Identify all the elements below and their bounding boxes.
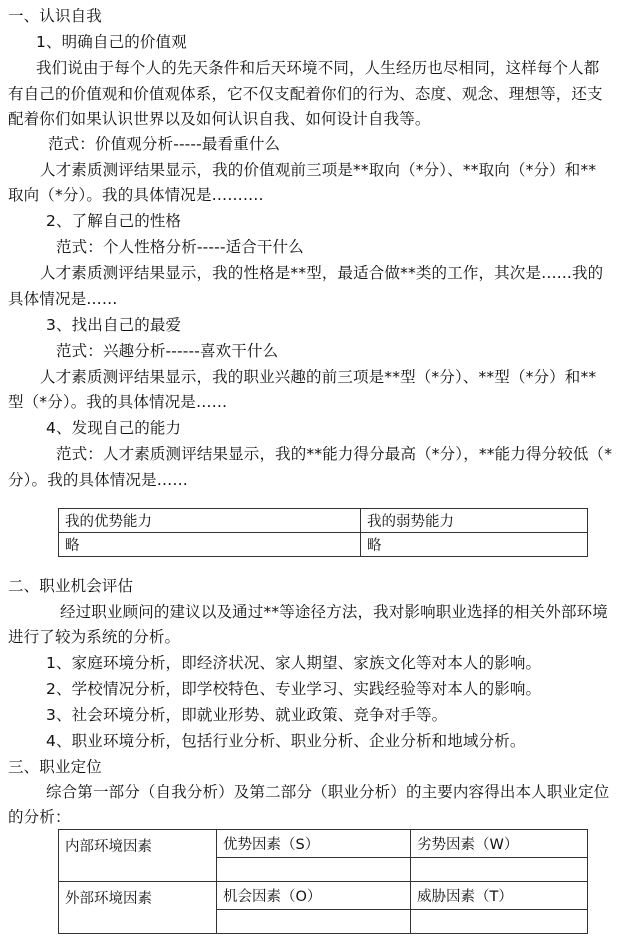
swot-weakness-label: 劣势因素（W） <box>411 830 588 858</box>
swot-weakness-cell <box>411 858 588 882</box>
swot-strength-cell <box>217 858 411 882</box>
section1-heading: 一、认识自我 <box>8 7 102 25</box>
sub3-title: 3、找出自己的最爱 <box>46 316 182 334</box>
sub1-para-line: 有自己的价值观和价值观体系，它不仅支配着你们的行为、态度、观念、理想等，还支 <box>8 85 603 103</box>
section2-heading: 二、职业机会评估 <box>8 577 134 595</box>
ability-header-strong: 我的优势能力 <box>59 509 361 533</box>
sub2-result-line: 具体情况是…… <box>8 290 118 308</box>
sub1-template: 范式：价值观分析-----最看重什么 <box>48 135 281 153</box>
sub1-para-line: 配着你们如果认识世界以及如何认识自我、如何设计自我等。 <box>8 110 431 128</box>
swot-threat-label: 威胁因素（T） <box>411 882 588 910</box>
sub2-title: 2、了解自己的性格 <box>46 212 182 230</box>
swot-internal-label: 内部环境因素 <box>59 830 217 882</box>
swot-external-label: 外部环境因素 <box>59 882 217 934</box>
sub2-template: 范式：个人性格分析-----适合干什么 <box>56 238 304 256</box>
swot-opportunity-cell <box>217 910 411 934</box>
sub4-title: 4、发现自己的能力 <box>46 419 182 437</box>
section2-item: 1、家庭环境分析，即经济状况、家人期望、家族文化等对本人的影响。 <box>46 654 542 672</box>
sub3-result-line: 型（*分）。我的具体情况是…… <box>8 393 228 411</box>
ability-header-weak: 我的弱势能力 <box>361 509 588 533</box>
sub3-result-line: 人才素质测评结果显示，我的职业兴趣的前三项是**型（*分）、**型（*分）和** <box>40 368 597 386</box>
section2-intro-line: 经过职业顾问的建议以及通过**等途径方法，我对影响职业选择的相关外部环境 <box>60 603 608 621</box>
ability-table <box>58 508 588 557</box>
ability-cell-strong: 略 <box>59 533 361 557</box>
sub4-result-line: 范式：人才素质测评结果显示，我的**能力得分最高（*分），**能力得分较低（* <box>56 445 613 463</box>
swot-strength-label: 优势因素（S） <box>217 830 411 858</box>
sub2-result-line: 人才素质测评结果显示，我的性格是**型，最适合做**类的工作，其次是…...我的 <box>40 264 604 282</box>
swot-opportunity-label: 机会因素（O） <box>217 882 411 910</box>
swot-table <box>58 829 588 934</box>
section2-item: 4、职业环境分析，包括行业分析、职业分析、企业分析和地域分析。 <box>46 732 526 750</box>
sub1-result-line: 人才素质测评结果显示，我的价值观前三项是**取向（*分）、**取向（*分）和** <box>40 161 597 179</box>
swot-threat-cell <box>411 910 588 934</box>
section3-intro-line: 综合第一部分（自我分析）及第二部分（职业分析）的主要内容得出本人职业定位 <box>46 783 610 801</box>
sub4-result-line: 分）。我的具体情况是…… <box>8 471 189 489</box>
sub3-template: 范式：兴趣分析------喜欢干什么 <box>56 342 279 360</box>
section3-intro-line: 的分析： <box>8 808 71 826</box>
sub1-para-line: 我们说由于每个人的先天条件和后天环境不同，人生经历也尽相同，这样每个人都 <box>36 59 600 77</box>
sub1-title: 1、明确自己的价值观 <box>36 33 187 51</box>
sub1-result-line: 取向（*分）。我的具体情况是………. <box>8 186 264 204</box>
ability-cell-weak: 略 <box>361 533 588 557</box>
section2-item: 2、学校情况分析，即学校特色、专业学习、实践经验等对本人的影响。 <box>46 680 542 698</box>
section2-item: 3、社会环境分析，即就业形势、就业政策、竞争对手等。 <box>46 706 448 724</box>
section3-heading: 三、职业定位 <box>8 758 102 776</box>
section2-intro-line: 进行了较为系统的分析。 <box>8 628 181 646</box>
